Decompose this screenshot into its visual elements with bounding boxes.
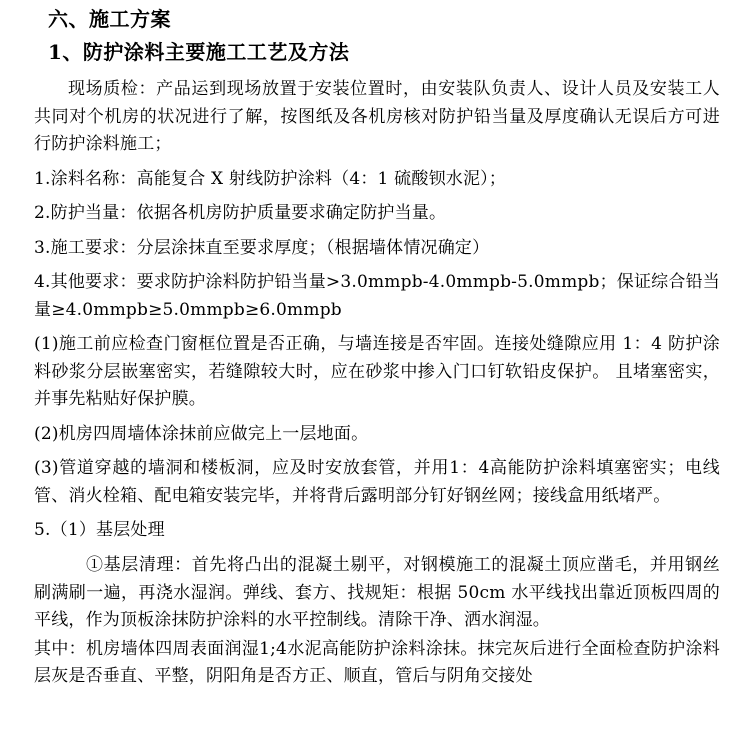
- item-other-requirements: 4.其他要求：要求防护涂料防护铅当量>3.0mmpb-4.0mmpb-5.0mmpb；保证综合铅当量≥4.0mmpb≥5.0mmpb≥6.0mmpb: [34, 272, 720, 320]
- item-construction-requirement: 3.施工要求：分层涂抹直至要求厚度；（根据墙体情况确定）: [34, 237, 490, 258]
- item-base-cleaning-continued: 其中：机房墙体四周表面润湿1;4水泥高能防护涂料涂抹。抹完灰后进行全面检查防护涂料层灰是否垂直、平整，阴阳角是否方正、顺直，管后与阴角交接处: [34, 638, 720, 687]
- section-subtitle: 1、防护涂料主要施工工艺及方法: [48, 40, 350, 64]
- item-coating-name: 1.涂料名称：高能复合 X 射线防护涂料（4：1 硫酸钡水泥）；: [34, 168, 507, 189]
- page-title: 六、施工方案: [48, 7, 171, 31]
- item-3-pipe-holes: (3)管道穿越的墙洞和楼板洞，应及时安放套管，并用1：4高能防护涂料填塞密实；电线管、消火栓箱、配电箱安装完毕，并将背后露明部分钉好钢丝网；接线盒用纸堵严。: [34, 458, 720, 506]
- item-2-floor-layer: (2)机房四周墙体涂抹前应做完上一层地面。: [34, 423, 369, 444]
- site-inspection-paragraph: 现场质检：产品运到现场放置于安装位置时，由安装队负责人、设计人员及安装工人共同对个机房的状况进行了解，按图纸及各机房核对防护铅当量及厚度确认无误后方可进行防护涂料施工；: [34, 79, 720, 155]
- item-5-1-base-treatment: 5.（1）基层处理: [34, 520, 165, 541]
- item-1-door-window-frame: (1)施工前应检查门窗框位置是否正确，与墙连接是否牢固。连接处缝隙应用 1：4 防护涂料砂浆分层嵌塞密实，若缝隙较大时，应在砂浆中掺入门口钉软铅皮保护。 且堵塞密实，并事先粘贴好保护膜。: [34, 334, 720, 410]
- item-base-cleaning: ①基层清理：首先将凸出的混凝土剔平，对钢模施工的混凝土顶应凿毛，并用钢丝刷满刷一遍，再浇水湿润。弹线、套方、找规矩：根据 50cm 水平线找出靠近顶板四周的平线，作为顶板涂抹防护涂料的水平控制线。清除干净、洒水润湿。: [34, 554, 720, 631]
- item-protection-equivalent: 2.防护当量：依据各机房防护质量要求确定防护当量。: [34, 203, 447, 224]
